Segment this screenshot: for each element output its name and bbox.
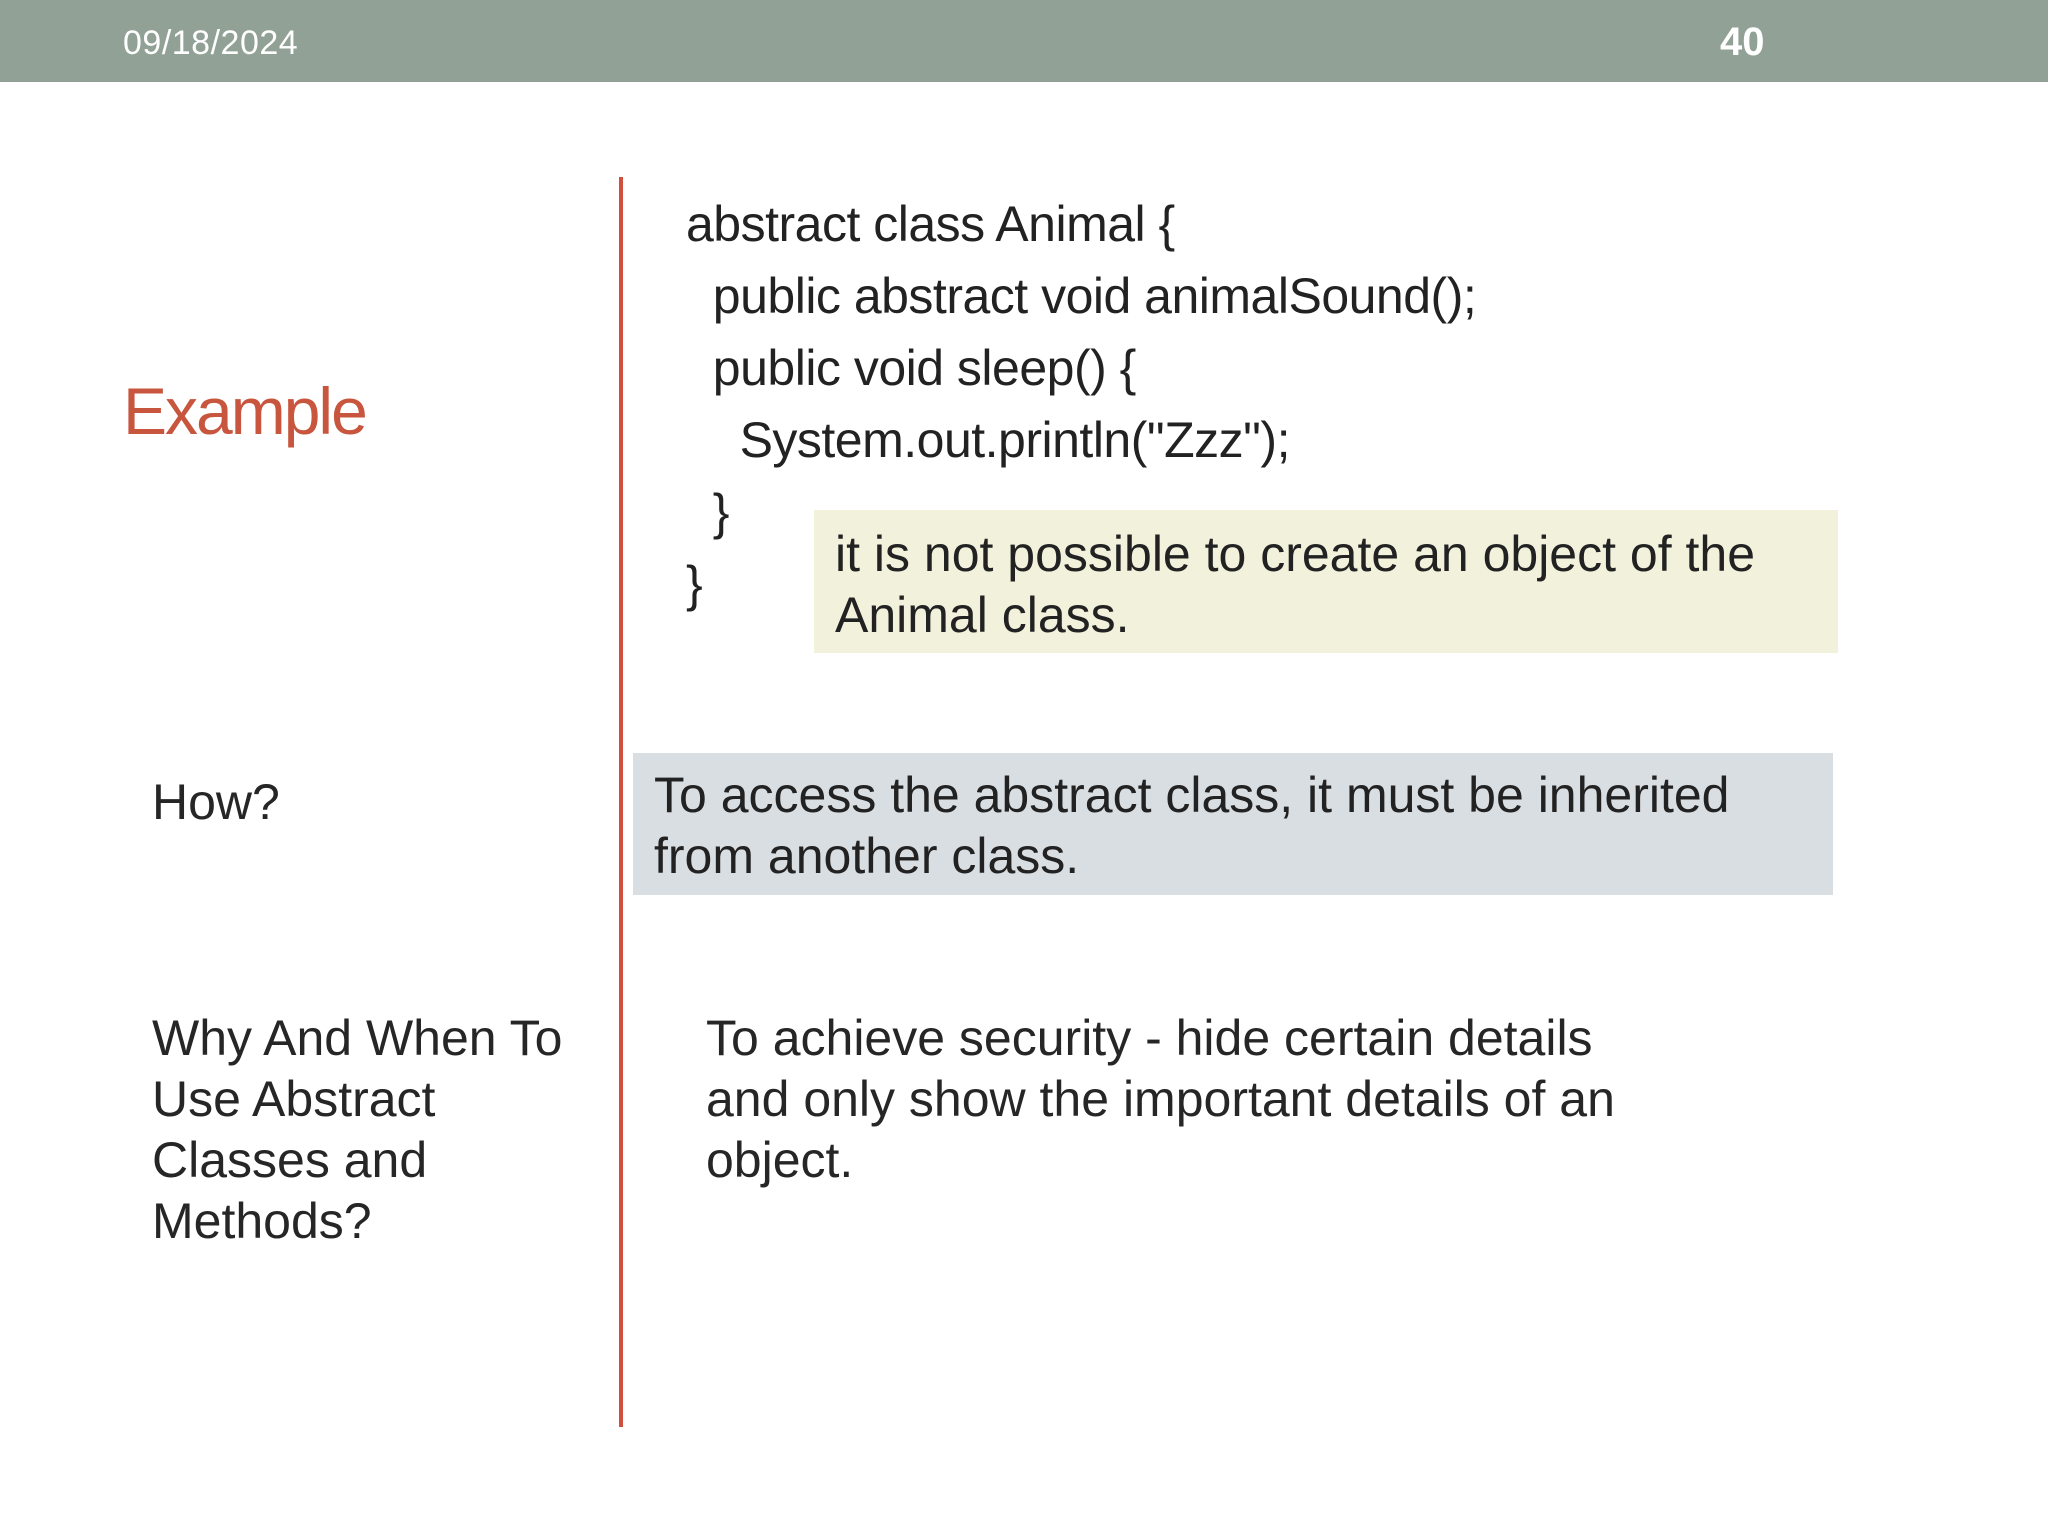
why-answer-text: To achieve security - hide certain details and only show the important details of an object. xyxy=(706,1010,1615,1188)
header-bar xyxy=(0,0,2048,82)
note-callout xyxy=(814,510,1838,653)
code-line: } xyxy=(686,484,729,540)
how-answer-box xyxy=(633,753,1833,895)
how-label: How? xyxy=(152,774,280,830)
why-label: Why And When To Use Abstract Classes and Methods? xyxy=(152,1010,563,1249)
slide-title: Example xyxy=(123,374,366,448)
code-line: } xyxy=(686,556,703,612)
code-line: public abstract void animalSound(); xyxy=(686,268,1477,324)
vertical-divider xyxy=(619,177,623,1427)
how-answer-text: To access the abstract class, it must be inherited from another class. xyxy=(654,767,1730,884)
code-line: abstract class Animal { xyxy=(686,196,1175,252)
code-line: System.out.println("Zzz"); xyxy=(686,412,1290,468)
note-text: it is not possible to create an object of the Animal class. xyxy=(835,526,1755,643)
code-line: public void sleep() { xyxy=(686,340,1136,396)
slide-date: 09/18/2024 xyxy=(123,24,299,62)
slide-page-number: 40 xyxy=(1720,20,1765,64)
